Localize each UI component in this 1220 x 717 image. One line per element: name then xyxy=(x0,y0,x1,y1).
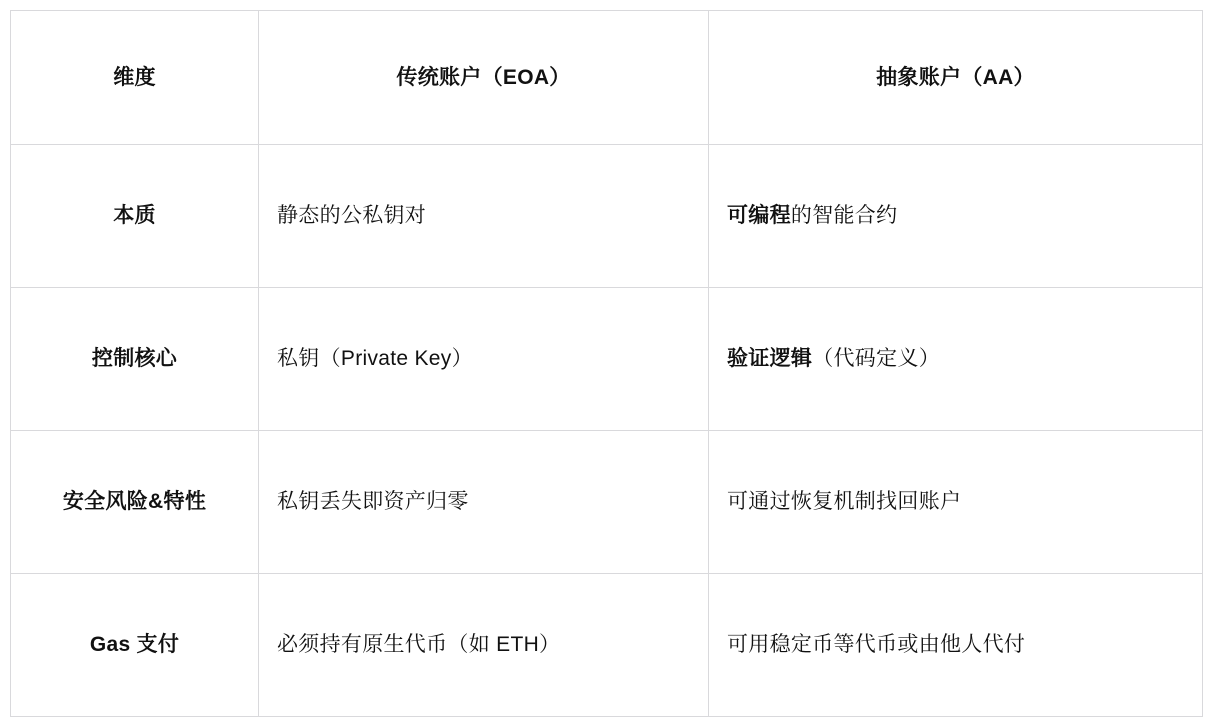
table-row xyxy=(11,288,1203,431)
row-aa-value-rest: 可用稳定币等代币或由他人代付 xyxy=(727,633,1026,657)
table-header xyxy=(11,11,1203,145)
row-aa-value-strong: 可编程 xyxy=(727,204,791,228)
row-eoa-value: 必须持有原生代币（如 ETH） xyxy=(259,574,709,717)
row-eoa-value: 私钥（Private Key） xyxy=(259,288,709,431)
row-dimension-label: 安全风险&特性 xyxy=(11,431,259,574)
row-aa-value xyxy=(709,145,1203,288)
row-aa-value-rest: （代码定义） xyxy=(812,347,941,371)
table-row xyxy=(11,431,1203,574)
row-aa-value xyxy=(709,431,1203,574)
table-row xyxy=(11,145,1203,288)
row-aa-value-rest: 可通过恢复机制找回账户 xyxy=(727,490,962,514)
row-aa-value xyxy=(709,574,1203,717)
row-aa-value-rest: 的智能合约 xyxy=(790,204,898,228)
table-header-row xyxy=(11,11,1203,145)
row-dimension-label: Gas 支付 xyxy=(11,574,259,717)
table-row xyxy=(11,574,1203,717)
table-body xyxy=(11,145,1203,717)
column-header-dimension: 维度 xyxy=(11,11,259,145)
row-eoa-value: 私钥丢失即资产归零 xyxy=(259,431,709,574)
comparison-table xyxy=(10,10,1203,717)
column-header-aa: 抽象账户（AA） xyxy=(709,11,1203,145)
row-dimension-label: 本质 xyxy=(11,145,259,288)
row-eoa-value: 静态的公私钥对 xyxy=(259,145,709,288)
column-header-eoa: 传统账户（EOA） xyxy=(259,11,709,145)
row-dimension-label: 控制核心 xyxy=(11,288,259,431)
row-aa-value-strong: 验证逻辑 xyxy=(727,347,813,371)
row-aa-value xyxy=(709,288,1203,431)
